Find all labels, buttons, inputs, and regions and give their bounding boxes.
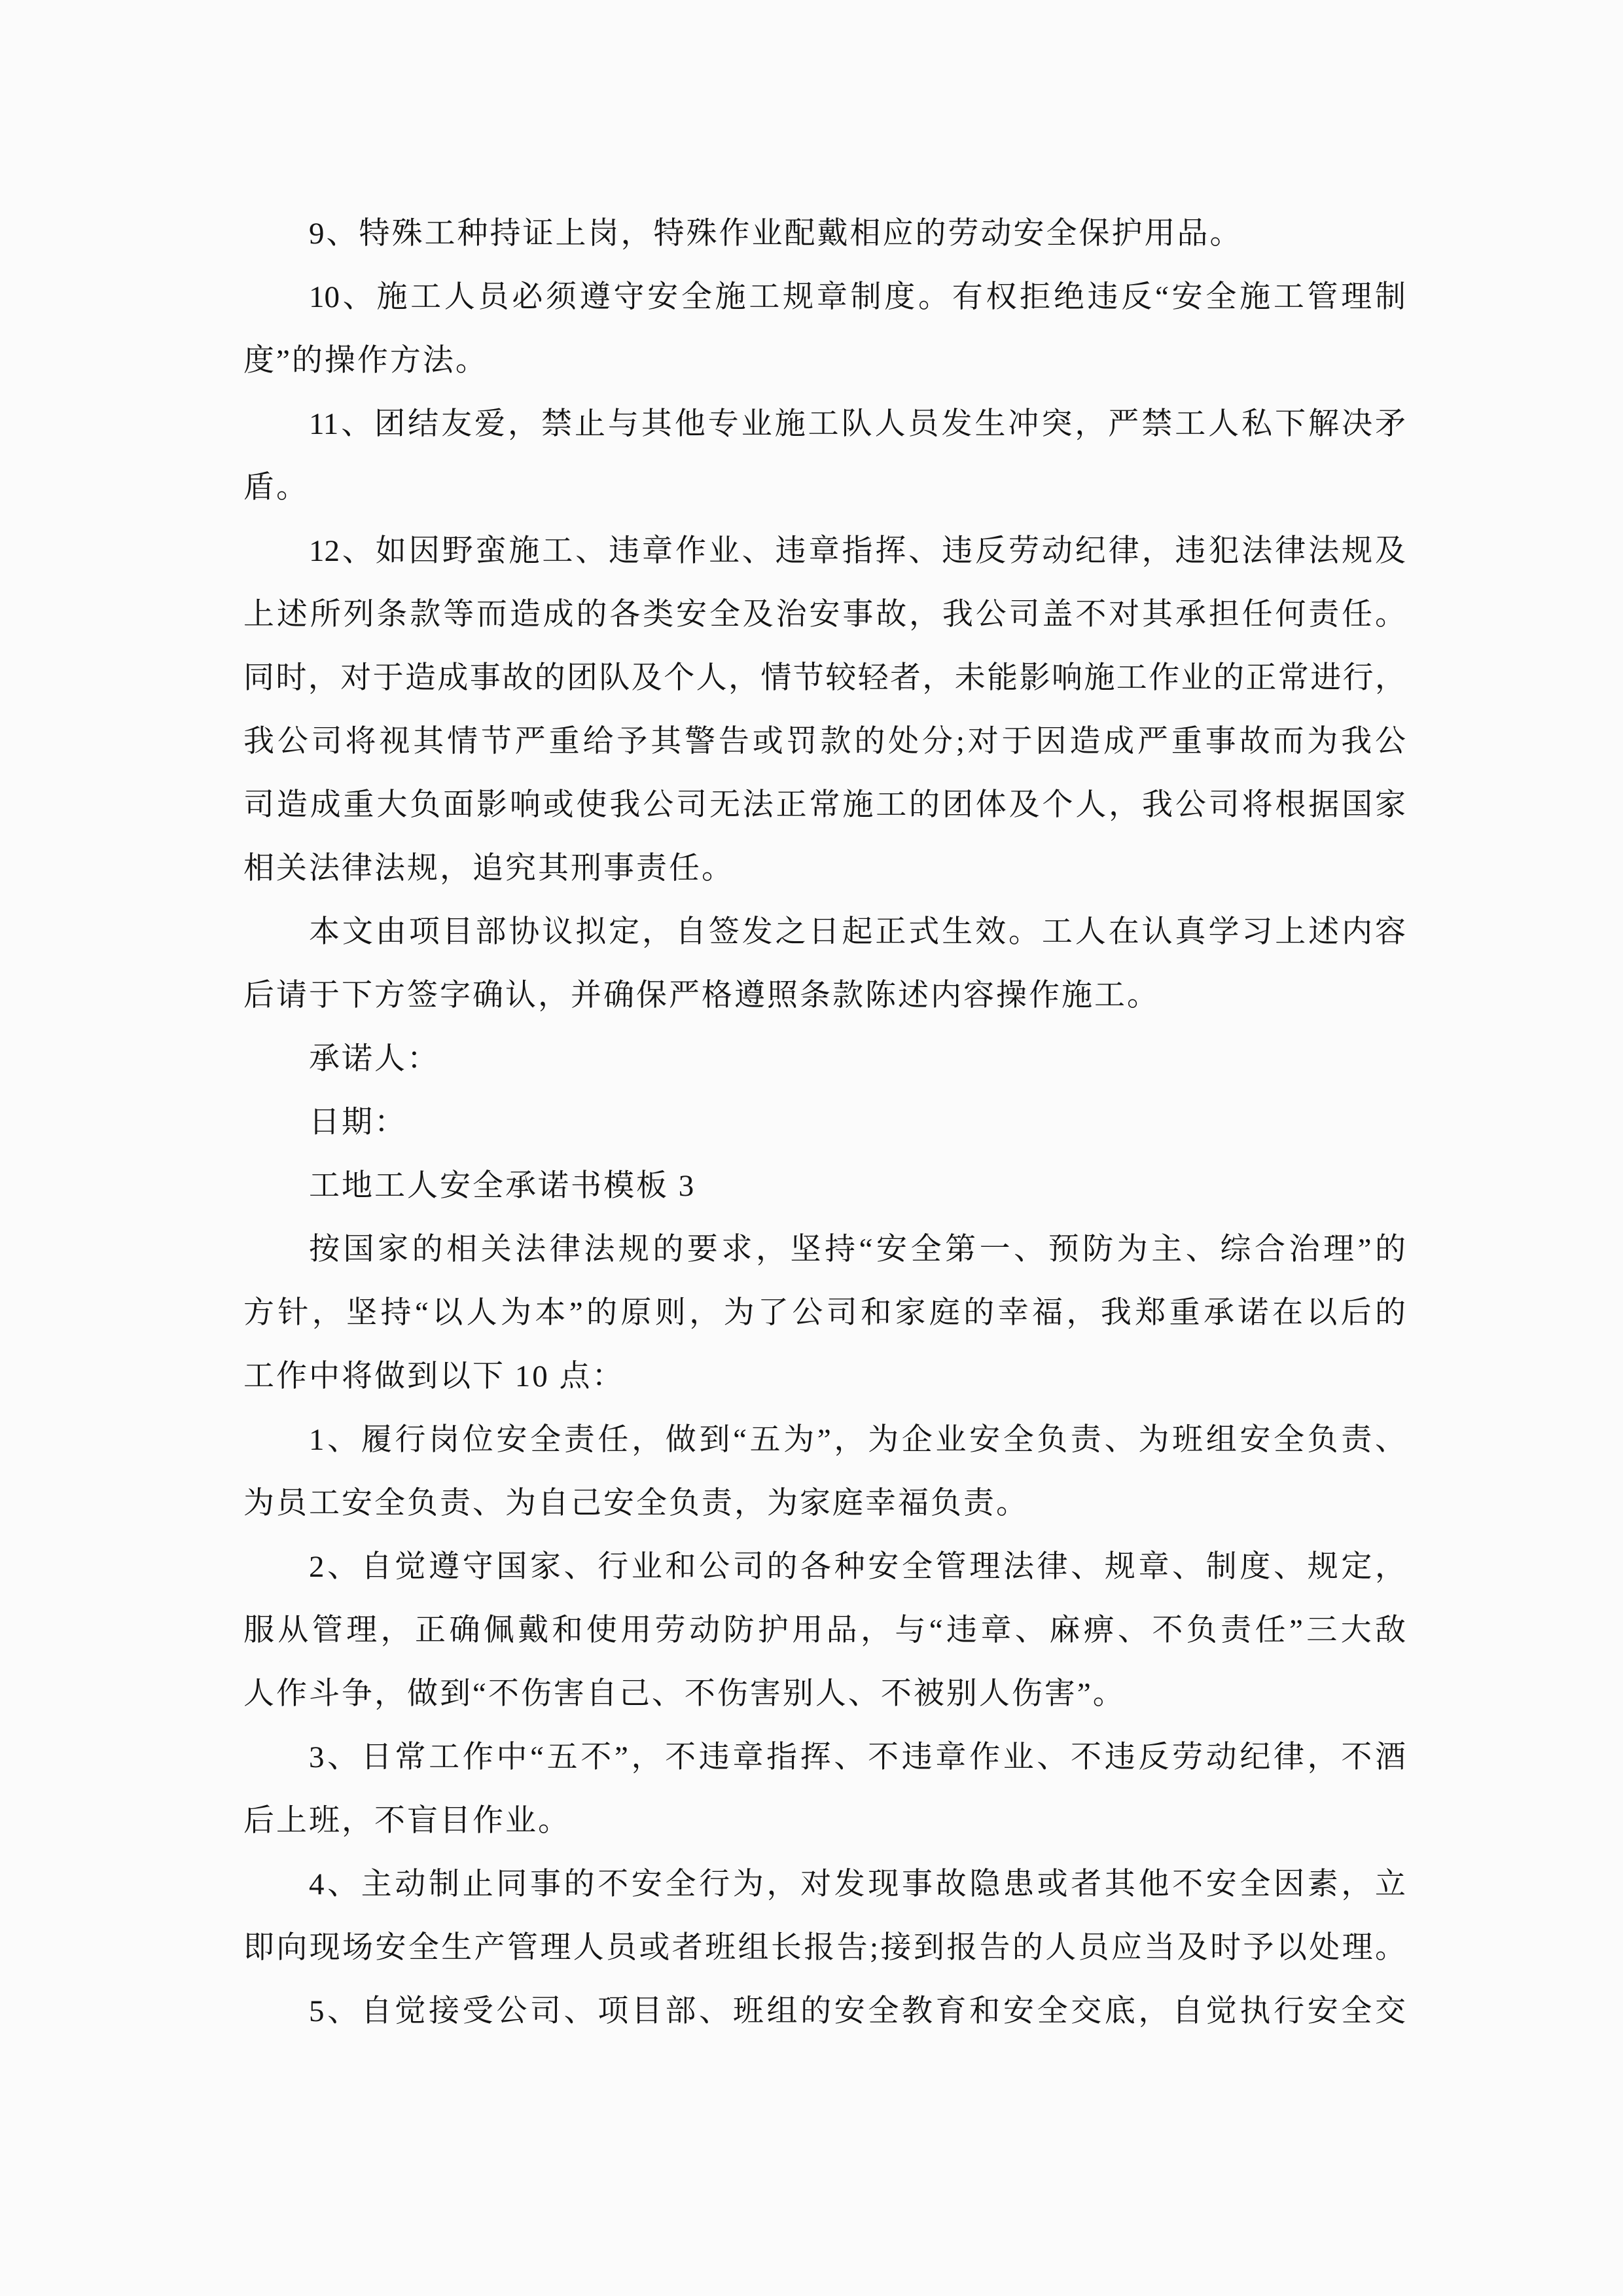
text-line: 相关法律法规，追究其刑事责任。 xyxy=(243,852,734,886)
text-line: 4、主动制止同事的不安全行为，对发现事故隐患或者其他不安全因素，立 xyxy=(309,1867,1406,1901)
text-line: 我公司将视其情节严重给予其警告或罚款的处分;对于因造成严重事故而为我公 xyxy=(243,725,1406,759)
text-line: 9、特殊工种持证上岗，特殊作业配戴相应的劳动安全保护用品。 xyxy=(309,217,1243,251)
text-line: 本文由项目部协议拟定，自签发之日起正式生效。工人在认真学习上述内容 xyxy=(309,915,1406,949)
text-line: 3、日常工作中“五不”，不违章指挥、不违章作业、不违反劳动纪律，不酒 xyxy=(309,1740,1406,1774)
text-line: 同时，对于造成事故的团队及个人，情节较轻者，未能影响施工作业的正常进行， xyxy=(243,661,1406,695)
text-line: 即向现场安全生产管理人员或者班组长报告;接到报告的人员应当及时予以处理。 xyxy=(243,1931,1406,1965)
text-line: 工作中将做到以下 10 点： xyxy=(243,1359,625,1393)
text-line: 司造成重大负面影响或使我公司无法正常施工的团体及个人，我公司将根据国家 xyxy=(243,788,1406,822)
text-line: 12、如因野蛮施工、违章作业、违章指挥、违反劳动纪律，违犯法律法规及 xyxy=(309,534,1406,568)
text-line: 1、履行岗位安全责任，做到“五为”，为企业安全负责、为班组安全负责、 xyxy=(309,1423,1406,1457)
text-line: 10、施工人员必须遵守安全施工规章制度。有权拒绝违反“安全施工管理制 xyxy=(309,280,1406,314)
text-line: 日期： xyxy=(309,1105,407,1139)
text-line: 5、自觉接受公司、项目部、班组的安全教育和安全交底，自觉执行安全交 xyxy=(309,1994,1406,2028)
text-line: 方针，坚持“以人为本”的原则，为了公司和家庭的幸福，我郑重承诺在以后的 xyxy=(243,1296,1406,1330)
text-line: 上述所列条款等而造成的各类安全及治安事故，我公司盖不对其承担任何责任。 xyxy=(243,598,1406,632)
text-line: 后请于下方签字确认，并确保严格遵照条款陈述内容操作施工。 xyxy=(243,978,1160,1013)
text-line: 承诺人： xyxy=(309,1042,440,1076)
text-line: 人作斗争，做到“不伤害自己、不伤害别人、不被别人伤害”。 xyxy=(243,1677,1126,1711)
text-line: 盾。 xyxy=(243,471,309,505)
text-line: 2、自觉遵守国家、行业和公司的各种安全管理法律、规章、制度、规定， xyxy=(309,1550,1406,1584)
text-line: 服从管理，正确佩戴和使用劳动防护用品，与“违章、麻痹、不负责任”三大敌 xyxy=(243,1613,1406,1647)
document-body xyxy=(243,202,1406,2043)
text-line: 度”的操作方法。 xyxy=(243,344,488,378)
text-line: 按国家的相关法律法规的要求，坚持“安全第一、预防为主、综合治理”的 xyxy=(309,1232,1406,1266)
text-line: 后上班，不盲目作业。 xyxy=(243,1804,571,1838)
text-line: 工地工人安全承诺书模板 3 xyxy=(309,1169,696,1203)
text-line: 11、团结友爱，禁止与其他专业施工队人员发生冲突，严禁工人私下解决矛 xyxy=(309,407,1406,441)
text-line: 为员工安全负责、为自己安全负责，为家庭幸福负责。 xyxy=(243,1486,1029,1520)
